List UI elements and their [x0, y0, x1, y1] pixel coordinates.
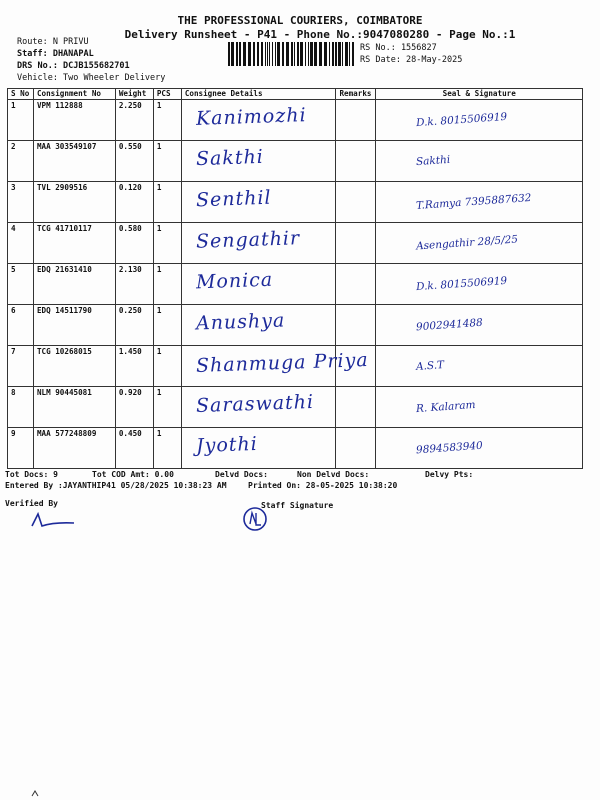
cell-consignment: NLM 90445081	[33, 387, 115, 428]
table-row	[8, 346, 583, 387]
barcode-bar	[275, 42, 276, 66]
runsheet-table	[7, 88, 583, 469]
col-remarks: Remarks	[336, 89, 376, 100]
cell-sno: 4	[8, 223, 34, 264]
cell-pcs: 1	[153, 428, 181, 469]
seal-handwriting: R. Kalaram	[416, 398, 477, 416]
cell-seal-signature	[376, 305, 583, 346]
barcode	[228, 42, 356, 66]
cell-pcs: 1	[153, 182, 181, 223]
cell-pcs: 1	[153, 264, 181, 305]
cell-sno: 3	[8, 182, 34, 223]
cell-weight: 0.450	[115, 428, 153, 469]
barcode-bar	[319, 42, 322, 66]
cell-sno: 9	[8, 428, 34, 469]
consignee-handwriting: Sengathir	[195, 227, 301, 253]
barcode-bar	[335, 42, 337, 66]
verified-by-label: Verified By	[5, 499, 58, 508]
barcode-bar	[314, 42, 317, 66]
barcode-bar	[305, 42, 306, 66]
col-consignee: Consignee Details	[181, 89, 336, 100]
cell-consignee	[181, 100, 336, 141]
barcode-bar	[349, 42, 350, 66]
cell-consignee	[181, 182, 336, 223]
cell-seal-signature	[376, 100, 583, 141]
seal-handwriting: T.Ramya 7395887632	[416, 191, 533, 213]
cell-seal-signature	[376, 428, 583, 469]
barcode-bar	[269, 42, 270, 66]
consignee-handwriting: Kanimozhi	[195, 104, 307, 130]
seal-handwriting: 9002941488	[416, 316, 484, 334]
cell-weight: 0.580	[115, 223, 153, 264]
cell-consignment: EDQ 21631410	[33, 264, 115, 305]
seal-handwriting: A.S.T	[416, 359, 445, 373]
cell-sno: 6	[8, 305, 34, 346]
cell-weight: 0.120	[115, 182, 153, 223]
consignee-handwriting: Senthil	[195, 186, 272, 212]
cell-weight: 0.920	[115, 387, 153, 428]
rs-number: RS No.: 1556827	[360, 43, 437, 53]
cell-consignee	[181, 264, 336, 305]
cell-seal-signature	[376, 182, 583, 223]
cell-weight: 1.450	[115, 346, 153, 387]
consignee-handwriting: Jyothi	[195, 432, 258, 458]
cell-consignment: TVL 2909516	[33, 182, 115, 223]
cell-sno: 2	[8, 141, 34, 182]
cell-remarks	[336, 141, 376, 182]
consignee-handwriting: Sakthi	[195, 145, 264, 171]
cell-sno: 8	[8, 387, 34, 428]
cell-seal-signature	[376, 141, 583, 182]
barcode-bar	[324, 42, 327, 66]
non-delivered-docs: Non Delvd Docs:	[297, 470, 370, 479]
delivery-points: Delvy Pts:	[425, 470, 474, 479]
barcode-bar	[345, 42, 348, 66]
staff-signature-label: Staff Signature	[261, 501, 334, 510]
table-row	[8, 182, 583, 223]
barcode-bar	[257, 42, 259, 66]
verified-signature-mark	[28, 508, 78, 530]
table-row	[8, 305, 583, 346]
barcode-bar	[261, 42, 263, 66]
cell-remarks	[336, 182, 376, 223]
cell-consignment: EDQ 14511790	[33, 305, 115, 346]
cell-pcs: 1	[153, 387, 181, 428]
barcode-bar	[286, 42, 289, 66]
cell-pcs: 1	[153, 100, 181, 141]
vehicle: Vehicle: Two Wheeler Delivery	[17, 73, 166, 83]
barcode-bar	[342, 42, 343, 66]
barcode-bar	[236, 42, 238, 66]
barcode-bar	[277, 42, 280, 66]
cell-pcs: 1	[153, 346, 181, 387]
seal-handwriting: 9894583940	[416, 439, 484, 457]
cell-sno: 7	[8, 346, 34, 387]
cell-pcs: 1	[153, 223, 181, 264]
page-subtitle: Delivery Runsheet - P41 - Phone No.:9047080280 - Page No.:1	[124, 28, 516, 41]
printed-on: Printed On: 28-05-2025 10:38:20	[248, 481, 398, 490]
cell-weight: 0.550	[115, 141, 153, 182]
cell-seal-signature	[376, 223, 583, 264]
cell-pcs: 1	[153, 305, 181, 346]
col-pcs: PCS	[153, 89, 181, 100]
col-weight: Weight	[115, 89, 153, 100]
barcode-bar	[297, 42, 299, 66]
barcode-bar	[253, 42, 255, 66]
cell-remarks	[336, 305, 376, 346]
table-row	[8, 223, 583, 264]
cell-remarks	[336, 428, 376, 469]
col-consignment: Consignment No	[33, 89, 115, 100]
cell-pcs: 1	[153, 141, 181, 182]
barcode-bar	[282, 42, 284, 66]
barcode-bar	[248, 42, 251, 66]
barcode-bar	[329, 42, 330, 66]
page-title: THE PROFESSIONAL COURIERS, COIMBATORE	[177, 14, 423, 27]
seal-handwriting: Sakthi	[416, 153, 451, 169]
consignee-handwriting: Saraswathi	[195, 390, 315, 418]
cell-consignee	[181, 141, 336, 182]
cell-consignment: MAA 577248809	[33, 428, 115, 469]
barcode-bar	[265, 42, 266, 66]
cell-remarks	[336, 387, 376, 428]
table-header-row	[8, 89, 583, 100]
seal-handwriting: D.k. 8015506919	[416, 274, 508, 294]
barcode-bar	[332, 42, 334, 66]
cell-consignee	[181, 305, 336, 346]
consignee-handwriting: Anushya	[195, 309, 286, 335]
delivered-docs: Delvd Docs:	[215, 470, 268, 479]
total-cod: Tot COD Amt: 0.00	[92, 470, 174, 479]
seal-handwriting: D.k. 8015506919	[416, 110, 508, 130]
cell-seal-signature	[376, 387, 583, 428]
barcode-bar	[228, 42, 230, 66]
barcode-bar	[243, 42, 246, 66]
staff: Staff: DHANAPAL	[17, 49, 94, 59]
consignee-handwriting: Shanmuga Priya	[195, 348, 369, 378]
table-row	[8, 387, 583, 428]
barcode-bar	[231, 42, 234, 66]
cell-sno: 1	[8, 100, 34, 141]
cell-remarks	[336, 100, 376, 141]
barcode-bar	[310, 42, 313, 66]
cell-weight: 2.250	[115, 100, 153, 141]
route: Route: N PRIVU	[17, 37, 89, 47]
cell-consignee	[181, 346, 369, 387]
barcode-bar	[300, 42, 303, 66]
cell-weight: 2.130	[115, 264, 153, 305]
table-row	[8, 264, 583, 305]
cell-sno: 5	[8, 264, 34, 305]
barcode-bar	[352, 42, 354, 66]
rs-date: RS Date: 28-May-2025	[360, 55, 463, 65]
cell-seal-signature	[376, 346, 583, 387]
cell-seal-signature	[376, 264, 583, 305]
table-row	[8, 141, 583, 182]
staff-signature-mark	[240, 504, 270, 534]
cell-consignment: MAA 303549107	[33, 141, 115, 182]
cell-consignee	[181, 428, 336, 469]
cell-weight: 0.250	[115, 305, 153, 346]
barcode-bar	[338, 42, 341, 66]
drs-number: DRS No.: DCJB155682701	[17, 61, 130, 71]
cell-consignment: TCG 10268015	[33, 346, 115, 387]
cell-consignment: TCG 41710117	[33, 223, 115, 264]
corner-mark	[30, 788, 42, 798]
consignee-handwriting: Monica	[195, 268, 274, 294]
barcode-bar	[272, 42, 273, 66]
barcode-bar	[239, 42, 241, 66]
entered-by: Entered By :JAYANTHIP41 05/28/2025 10:38:23 AM	[5, 481, 227, 490]
barcode-bar	[308, 42, 309, 66]
cell-consignee	[181, 223, 336, 264]
seal-handwriting: Asengathir 28/5/25	[416, 233, 519, 253]
total-docs: Tot Docs: 9	[5, 470, 58, 479]
barcode-bar	[294, 42, 295, 66]
cell-consignment: VPM 112888	[33, 100, 115, 141]
cell-remarks	[336, 264, 376, 305]
col-sno: S No	[8, 89, 34, 100]
col-seal: Seal & Signature	[376, 89, 583, 100]
barcode-bar	[291, 42, 293, 66]
table-row	[8, 100, 583, 141]
barcode-bar	[267, 42, 268, 66]
cell-remarks	[336, 223, 376, 264]
cell-consignee	[181, 387, 336, 428]
table-row	[8, 428, 583, 469]
